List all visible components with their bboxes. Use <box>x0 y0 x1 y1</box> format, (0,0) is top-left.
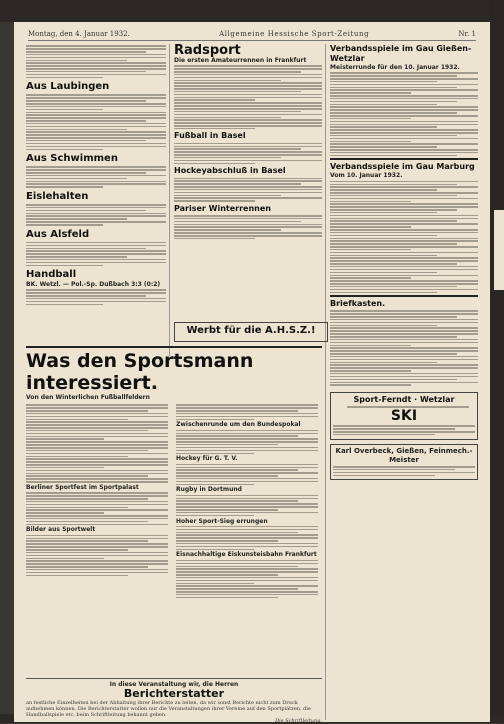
section-heading: Aus Schwimmen <box>26 153 118 164</box>
section-subheading: Die ersten Amateurrennen in Frankfurt <box>174 57 307 64</box>
masthead <box>28 28 476 41</box>
text-block <box>26 166 166 187</box>
ad-text <box>333 425 475 435</box>
divider <box>330 158 478 160</box>
section-heading: Handball <box>26 269 77 281</box>
text-block <box>26 45 166 78</box>
feature-subsection: Eisnachhaltige Eiskunsteisbahn Frankfurt <box>176 551 317 559</box>
column-left-top <box>26 44 166 354</box>
section-heading: Aus Alsfeld <box>26 228 90 240</box>
text-block <box>176 464 318 485</box>
feature-subsection: Bilder aus Sportwelt <box>26 526 96 534</box>
text-block <box>176 526 318 550</box>
text-block <box>330 310 478 385</box>
section-subheading: Meisterrunde für den 10. Januar 1932. <box>330 64 460 71</box>
ad-werbt <box>174 322 328 342</box>
column-rule <box>325 44 326 720</box>
feature-article <box>26 344 322 674</box>
text-block <box>26 535 168 576</box>
text-block <box>174 65 322 129</box>
column-right <box>330 44 478 719</box>
divider <box>26 678 322 679</box>
text-block <box>26 289 166 305</box>
feature-subsection: Rugby in Dortmund <box>176 486 242 494</box>
section-heading: Eislehalten <box>26 190 89 202</box>
ad-werbt-text: Werbt für die A.H.S.Z.! <box>186 325 316 336</box>
notice-intro: In diese Veranstaltung wir, die Herren <box>109 681 239 688</box>
section-heading: Verbandsspiele im Gau Marburg <box>330 162 475 172</box>
ad-text <box>333 466 475 476</box>
feature-subsection: Hockey für G. T. V. <box>176 455 238 463</box>
divider <box>330 295 478 297</box>
berichterstatter-notice <box>26 676 322 724</box>
section-heading: Pariser Winterrennen <box>174 203 271 213</box>
section-heading: Hockeyabschluß in Basel <box>174 166 286 176</box>
section-heading: Fußball in Basel <box>174 131 246 141</box>
text-block <box>176 560 318 598</box>
fixture-list <box>330 181 478 293</box>
ad-ski-title: SKI <box>390 408 418 425</box>
ad-sport-ferndt-title: Sport-Ferndt · Wetzlar <box>353 394 455 404</box>
text-block <box>176 430 318 454</box>
text-block <box>26 404 168 482</box>
text-block <box>26 492 168 525</box>
ad-sport-ferndt <box>330 392 478 440</box>
fixture-list <box>330 72 478 156</box>
section-subheading: Vom 10. Januar 1932. <box>330 172 403 180</box>
text-block <box>174 178 322 202</box>
masthead-issue: Nr. 1 <box>458 30 476 38</box>
column-rule <box>169 44 170 356</box>
feature-headline: Was den Sportsmann interessiert. <box>26 350 254 394</box>
section-heading: Aus Laubingen <box>26 81 110 93</box>
text-block <box>176 404 318 420</box>
match-result: BK. Wetzl. — Pol.-Sp. Dußbach 3:3 (0:2) <box>26 281 161 289</box>
feature-subsection: Hoher Sport-Sieg errungen <box>176 517 268 525</box>
text-block <box>176 495 318 516</box>
feature-col-b <box>176 403 318 600</box>
text-block <box>174 215 322 239</box>
feature-columns <box>26 403 322 600</box>
text-block <box>26 94 166 150</box>
adjacent-page-edge <box>494 210 504 290</box>
divider <box>26 346 322 348</box>
section-heading: Verbandsspiele im Gau Gießen-Wetzlar <box>330 44 472 63</box>
text-block <box>26 242 166 266</box>
scan-border-right <box>490 0 504 723</box>
text-block <box>174 143 322 164</box>
feature-subheadline: Von den Winterlichen Fußballfeldern <box>26 394 150 401</box>
notice-body: an festliche Einzelheiten bei der Abhaltung ihrer Berichte zu leiten, da wir sonst Berichte nicht zum Druck aufnehmen können. Die Berichterstatter wollen nur die Veranstaltungen ihrer Vereine auf den Sportplätzen, die Handballspiele etc. beim Schriftleitung bekannt geben. <box>26 700 311 718</box>
feature-col-a <box>26 403 168 600</box>
text-block <box>26 204 166 225</box>
newspaper-page <box>14 22 490 722</box>
feature-subsection: Berliner Sportfest im Sportpalast <box>26 483 139 491</box>
column-middle-top <box>174 44 322 334</box>
notice-signature: Die Schriftleitung. <box>275 718 322 724</box>
scan-border-top <box>0 0 504 22</box>
ad-overbeck <box>330 444 478 481</box>
ad-text <box>333 406 475 408</box>
section-heading: Radsport <box>174 43 241 58</box>
section-heading: Briefkasten. <box>330 299 386 309</box>
notice-heading: Berichterstatter <box>123 687 225 700</box>
masthead-date: Montag, den 4. Januar 1932. <box>28 30 130 38</box>
feature-subsection: Zwischenrunde um den Bundespokal <box>176 421 301 429</box>
masthead-title: Allgemeine Hessische Sport-Zeitung <box>219 30 370 38</box>
ad-overbeck-title: Karl Overbeck, Gießen, Feinmech.-Meister <box>335 446 473 464</box>
